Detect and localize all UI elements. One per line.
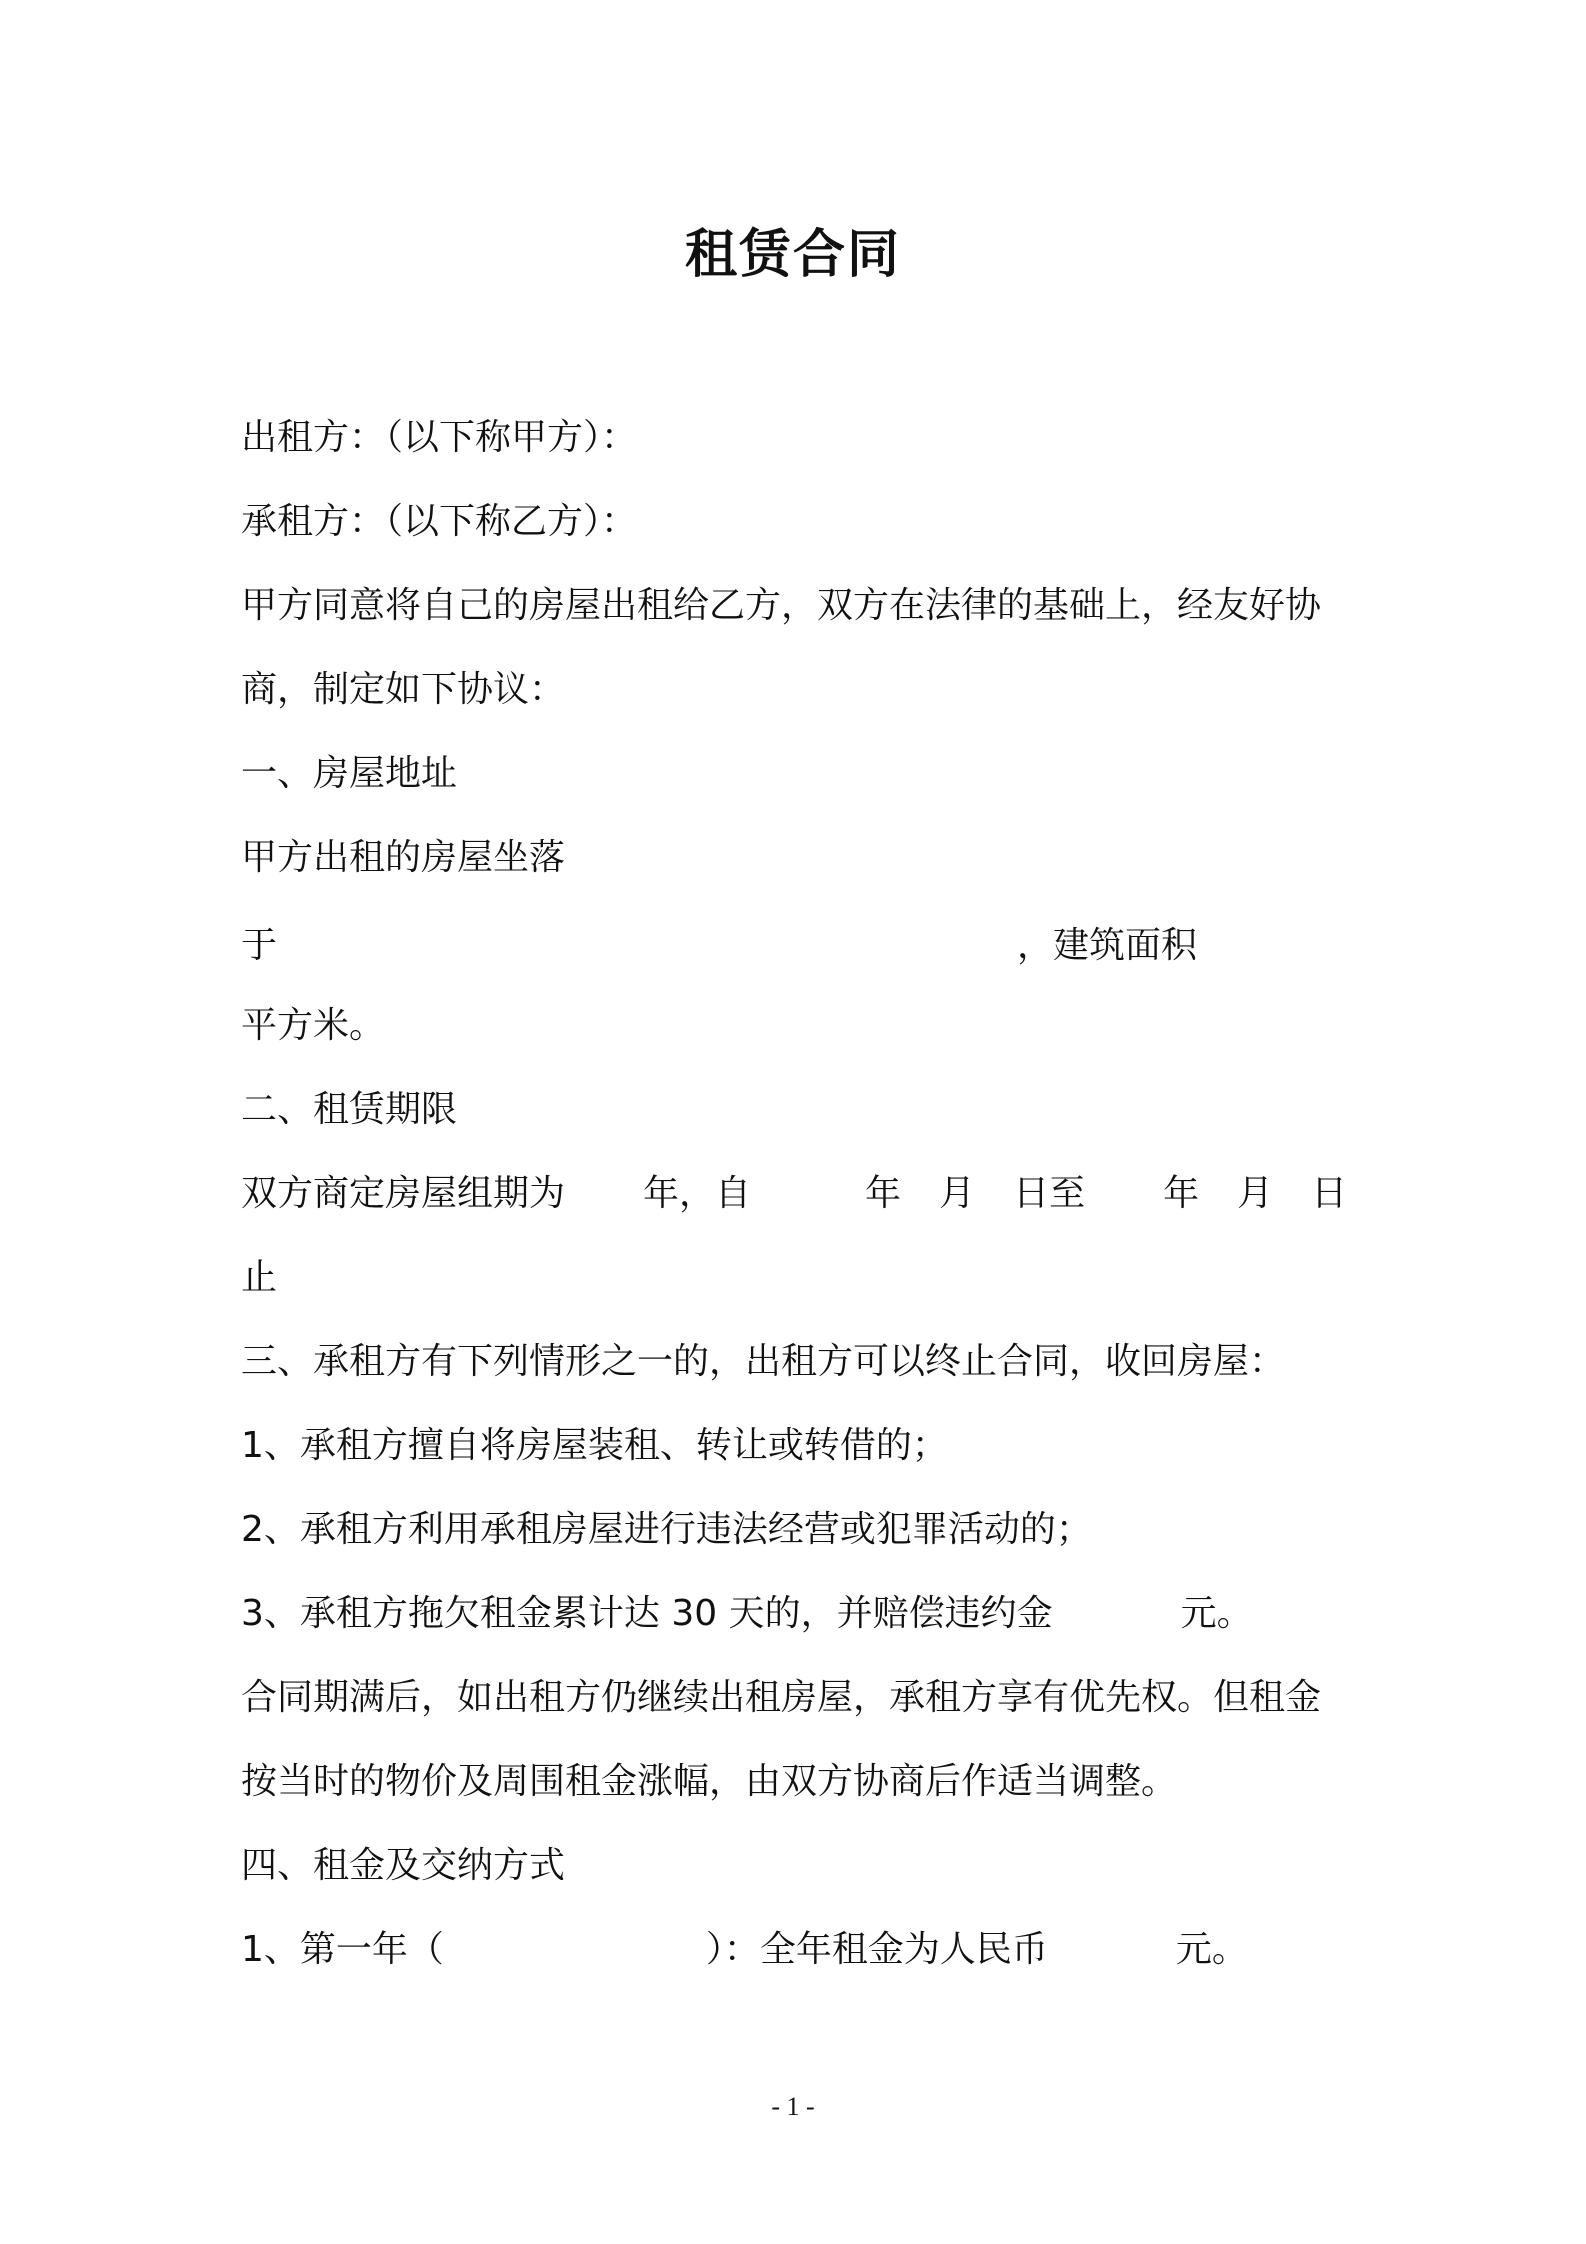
section-3-item-2: 2、承租方利用承租房屋进行违法经营或犯罪活动的； xyxy=(241,1509,1092,1550)
start-month-label: 月 xyxy=(939,1173,976,1214)
annual-rent-label: ）：全年租金为人民币 xyxy=(705,1929,1048,1970)
end-year-label: 年 xyxy=(1163,1173,1200,1214)
section-1-heading: 一、房屋地址 xyxy=(241,753,458,794)
intro-line-2: 商，制定如下协议： xyxy=(241,669,566,710)
section-3-item-1: 1、承租方擅自将房屋装租、转让或转借的； xyxy=(241,1425,948,1466)
annual-rent-unit: 元。 xyxy=(1175,1929,1248,1970)
section-4-item-1 xyxy=(241,1926,1248,1974)
section-3-item-3 xyxy=(241,1590,1253,1638)
document-title: 租赁合同 xyxy=(684,225,901,285)
lessee-line: 承租方：（以下称乙方）： xyxy=(241,501,638,542)
start-year-label: 年 xyxy=(865,1173,902,1214)
section-2-tail: 止 xyxy=(241,1257,278,1298)
section-1-text-3: 平方米。 xyxy=(241,1005,386,1046)
end-day-label: 日 xyxy=(1311,1173,1348,1214)
penalty-label: 3、承租方拖欠租金累计达 30 天的，并赔偿违约金 xyxy=(241,1593,1053,1634)
section-1-text-1: 甲方出租的房屋坐落 xyxy=(241,837,566,878)
address-prefix: 于 xyxy=(241,925,278,966)
intro-line-1: 甲方同意将自己的房屋出租给乙方，双方在法律的基础上，经友好协 xyxy=(241,585,1322,626)
term-from-label: 年，自 xyxy=(643,1173,752,1214)
section-2-term-line xyxy=(241,1170,1347,1218)
section-1-text-2 xyxy=(241,922,1197,970)
section-3-heading: 三、承租方有下列情形之一的，出租方可以终止合同，收回房屋： xyxy=(241,1341,1286,1382)
first-year-label: 1、第一年（ xyxy=(241,1929,444,1970)
section-2-heading: 二、租赁期限 xyxy=(241,1089,458,1130)
area-label: ，建筑面积 xyxy=(1017,925,1198,966)
lessor-line: 出租方：（以下称甲方）： xyxy=(241,417,638,458)
section-3-para-1: 合同期满后，如出租方仍继续出租房屋，承租方享有优先权。但租金 xyxy=(241,1677,1322,1718)
section-3-para-2: 按当时的物价及周围租金涨幅，由双方协商后作适当调整。 xyxy=(241,1761,1178,1802)
term-label: 双方商定房屋组期为 xyxy=(241,1173,566,1214)
page-number: - 1 - xyxy=(771,2092,815,2121)
section-4-heading: 四、租金及交纳方式 xyxy=(241,1845,566,1886)
start-day-label: 日至 xyxy=(1013,1173,1086,1214)
penalty-unit: 元。 xyxy=(1180,1593,1253,1634)
end-month-label: 月 xyxy=(1237,1173,1274,1214)
